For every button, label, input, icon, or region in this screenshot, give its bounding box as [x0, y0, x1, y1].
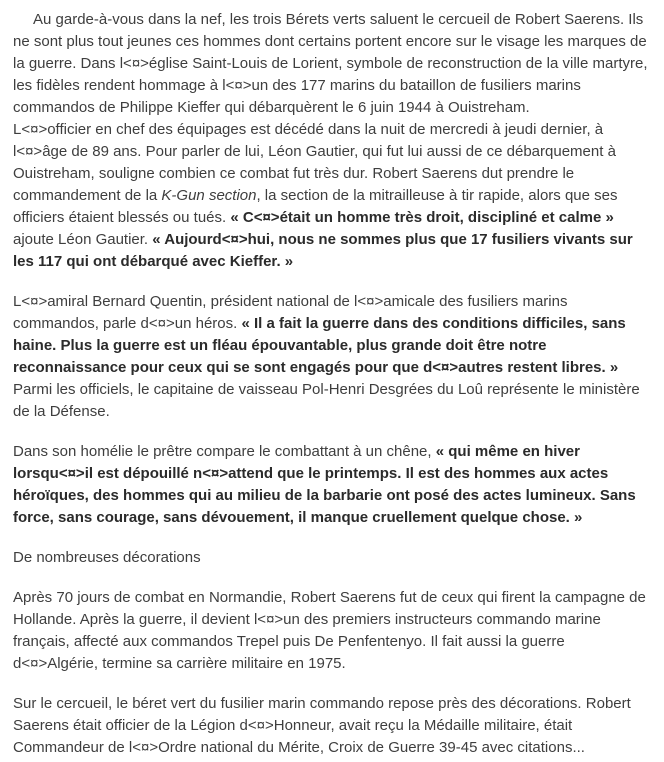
text-run: Au garde-à-vous dans la nef, les trois Bérets verts saluent le cercueil de Robert Saerens. Ils ne sont plus tout jeunes ces hommes dont certains portent encore sur le visage les marques de la guerre. Dans l<¤>église Saint-Louis de Lorient, symbole de reconstruction de la ville martyre, les fidèles rendent hommage à l<¤>un des 177 marins du bataillon de fusiliers marins commandos de Philippe Kieffer qui débarquèrent le 6 juin 1944 à Ouistreham.: [13, 11, 648, 116]
admiral-tribute-paragraph: [13, 291, 653, 423]
text-run: De nombreuses décorations: [13, 549, 201, 566]
text-run: Dans son homélie le prêtre compare le combattant à un chêne,: [13, 443, 436, 460]
section-subheading: [13, 547, 653, 569]
career-paragraph: [13, 587, 653, 675]
text-run: « Il a fait la guerre dans des conditions difficiles, sans haine. Plus la guerre est un fléau épouvantable, plus grande doit être notre reconnaissance pour ceux qui se sont engagés pour que d<¤>autres restent libres. »: [13, 315, 626, 376]
text-run: K-Gun section: [161, 187, 257, 204]
text-run: « C<¤>était un homme très droit, discipliné et calme »: [230, 209, 614, 226]
text-run: ajoute Léon Gautier.: [13, 231, 153, 248]
text-run: « qui même en hiver lorsqu<¤>il est dépouillé n<¤>attend que le printemps. Il est des hommes aux actes héroïques, des hommes qui au milieu de la barbarie ont posé des actes lumineux. Sans force, sans courage, sans dévouement, il manque cruellement quelque chose. »: [13, 443, 636, 526]
obituary-paragraph: [13, 119, 653, 273]
decorations-paragraph: [13, 693, 653, 759]
text-run: Parmi les officiels, le capitaine de vaisseau Pol-Henri Desgrées du Loû représente le ministère de la Défense.: [13, 381, 640, 420]
lead-paragraph: [13, 9, 653, 119]
text-run: Après 70 jours de combat en Normandie, Robert Saerens fut de ceux qui firent la campagne de Hollande. Après la guerre, il devient l<¤>un des premiers instructeurs commando marine français, affecté aux commandos Trepel puis De Penfentenyo. Il fait aussi la guerre d<¤>Algérie, termine sa carrière militaire en 1975.: [13, 589, 646, 672]
text-run: , la section de la mitrailleuse à tir rapide, alors que ses officiers étaient blessés ou tués.: [13, 187, 618, 226]
text-run: Sur le cercueil, le béret vert du fusilier marin commando repose près des décorations. Robert Saerens était officier de la Légion d<¤>Honneur, avait reçu la Médaille militaire, était Commandeur de l<¤>Ordre national du Mérite, Croix de Guerre 39-45 avec citations...: [13, 695, 631, 756]
article-body: [13, 9, 653, 759]
text-run: L<¤>officier en chef des équipages est décédé dans la nuit de mercredi à jeudi dernier, à l<¤>âge de 89 ans. Pour parler de lui, Léon Gautier, qui fut lui aussi de ce débarquement à Ouistreham, souligne combien ce combat fut très dur. Robert Saerens dut prendre le commandement de la: [13, 121, 616, 204]
text-run: L<¤>amiral Bernard Quentin, président national de l<¤>amicale des fusiliers marins commandos, parle d<¤>un héros.: [13, 293, 568, 332]
homily-paragraph: [13, 441, 653, 529]
text-run: « Aujourd<¤>hui, nous ne sommes plus que 17 fusiliers vivants sur les 117 qui ont débarqué avec Kieffer. »: [13, 231, 633, 270]
